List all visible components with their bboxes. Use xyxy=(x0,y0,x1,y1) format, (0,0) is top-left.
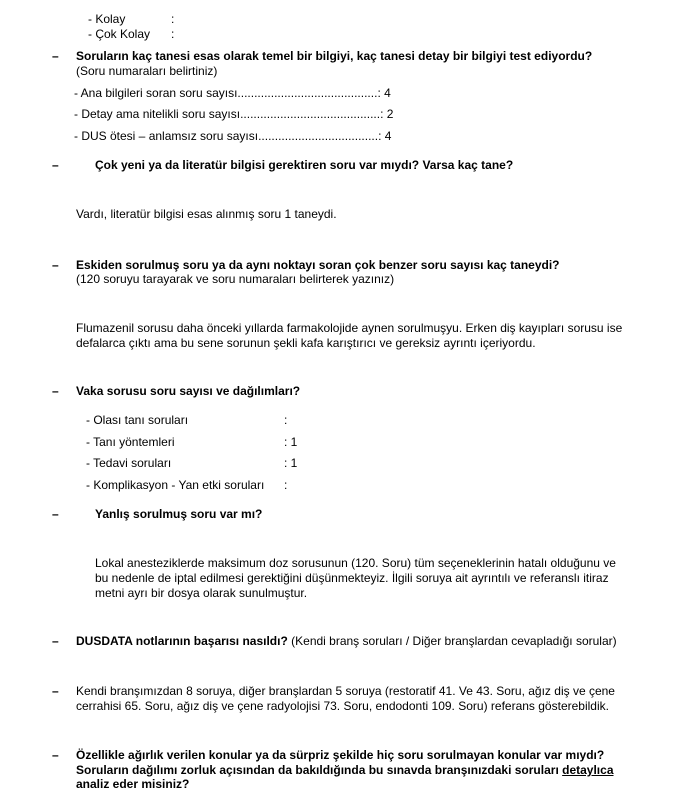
question-dusdata-note: (Kendi branş soruları / Diğer branşlardan cevapladığı sorular) xyxy=(287,634,617,648)
difficulty-kolay-label: - Kolay xyxy=(88,12,126,26)
answer-wrong-line: Lokal anesteziklerde maksimum doz sorusunun (120. Soru) tüm seçeneklerinin hatalı olduğunu ve xyxy=(95,556,616,570)
bullet-dash: – xyxy=(52,49,59,63)
bullet-dash: – xyxy=(52,258,59,272)
difficulty-cok-kolay-colon: : xyxy=(171,27,175,41)
question-weighted-line: analiz eder misiniz? xyxy=(76,777,190,791)
bullet-dash: – xyxy=(52,748,59,762)
case-item-value: : 1 xyxy=(284,435,298,449)
item-value: : 2 xyxy=(380,107,394,121)
bullet-dash: – xyxy=(52,158,59,172)
list-item xyxy=(74,129,391,143)
question-basic-detail-title: Soruların kaç tanesi esas olarak temel bir bilgiyi, kaç tanesi detay bir bilgiyi test ediyordu? xyxy=(76,49,593,63)
case-item-label: - Komplikasyon - Yan etki soruları xyxy=(86,478,265,492)
difficulty-kolay-colon: : xyxy=(171,12,175,26)
case-item-label: - Olası tanı soruları xyxy=(86,413,189,427)
item-label: - Detay ama nitelikli soru sayısı xyxy=(74,107,241,121)
answer-dusdata-line: cerrahisi 65. Soru, ağız diş ve çene radyolojisi 73. Soru, endodonti 109. Soru) referans gösterebildik. xyxy=(76,699,609,713)
bullet-dash: – xyxy=(52,634,59,648)
item-label: - DUS ötesi – anlamsız soru sayısı xyxy=(74,129,259,143)
dot-leader: .................................... xyxy=(258,129,379,143)
answer-repeat-line: Flumazenil sorusu daha önceki yıllarda farmakolojide aynen sorulmuşyu. Erken diş kayıpları sorusu ise xyxy=(76,321,623,335)
question-wrong-title: Yanlış sorulmuş soru var mı? xyxy=(95,507,263,521)
underlined-word: detaylıca xyxy=(562,763,614,777)
answer-dusdata-line: Kendi branşımızdan 8 soruya, diğer branşlardan 5 soruya (restoratif 41. Ve 43. Soru, ağız diş ve çene xyxy=(76,684,615,698)
bullet-dash: – xyxy=(52,384,59,398)
list-item xyxy=(74,107,393,121)
question-dusdata xyxy=(76,634,617,648)
question-weighted-text: Soruların dağılımı zorluk açısından da bakıldığında bu sınavda branşınızdaki soruları xyxy=(76,763,563,777)
case-item-value: : xyxy=(284,478,288,492)
question-weighted-line: Özellikle ağırlık verilen konular ya da sürpriz şekilde hiç soru sorulmayan konular var mıydı? xyxy=(76,748,605,762)
case-item-value: : 1 xyxy=(284,456,298,470)
difficulty-cok-kolay-label: - Çok Kolay xyxy=(88,27,151,41)
list-item xyxy=(74,86,391,100)
case-item-label: - Tedavi soruları xyxy=(86,456,172,470)
item-value: : 4 xyxy=(378,129,392,143)
question-dusdata-title: DUSDATA notlarının başarısı nasıldı? xyxy=(76,634,288,648)
question-weighted-line xyxy=(76,763,614,777)
case-item-label: - Tanı yöntemleri xyxy=(86,435,175,449)
answer-wrong-line: bu nedenle de iptal edilmesi gerektiğini düşünmekteyiz. İlgili soruya ait ayrıntılı ve referanslı itiraz xyxy=(95,571,609,585)
answer-wrong-line: metni ayrı bir dosya olarak sunulmuştur. xyxy=(95,586,308,600)
item-label: - Ana bilgileri soran soru sayısı xyxy=(74,86,238,100)
question-case-title: Vaka sorusu soru sayısı ve dağılımları? xyxy=(76,384,301,398)
item-value: : 4 xyxy=(377,86,391,100)
question-repeat-title: Eskiden sorulmuş soru ya da aynı noktayı soran çok benzer soru sayısı kaç taneydi? xyxy=(76,258,560,272)
case-item-value: : xyxy=(284,413,288,427)
answer-repeat-line: defalarca çıktı ama bu sene sorunun şekli kafa karıştırıcı ve gereksiz ayrıntı içeriyordu. xyxy=(76,336,536,350)
dot-leader: .......................................... xyxy=(240,107,381,121)
question-repeat-note: (120 soruyu tarayarak ve soru numaraları belirterek yazınız) xyxy=(76,272,395,286)
question-basic-detail-note: (Soru numaraları belirtiniz) xyxy=(76,64,218,78)
answer-literature: Vardı, literatür bilgisi esas alınmış soru 1 taneydi. xyxy=(76,207,337,221)
bullet-dash: – xyxy=(52,507,59,521)
dot-leader: .......................................... xyxy=(237,86,378,100)
bullet-dash: – xyxy=(52,684,59,698)
question-literature-title: Çok yeni ya da literatür bilgisi gerektiren soru var mıydı? Varsa kaç tane? xyxy=(95,158,514,172)
